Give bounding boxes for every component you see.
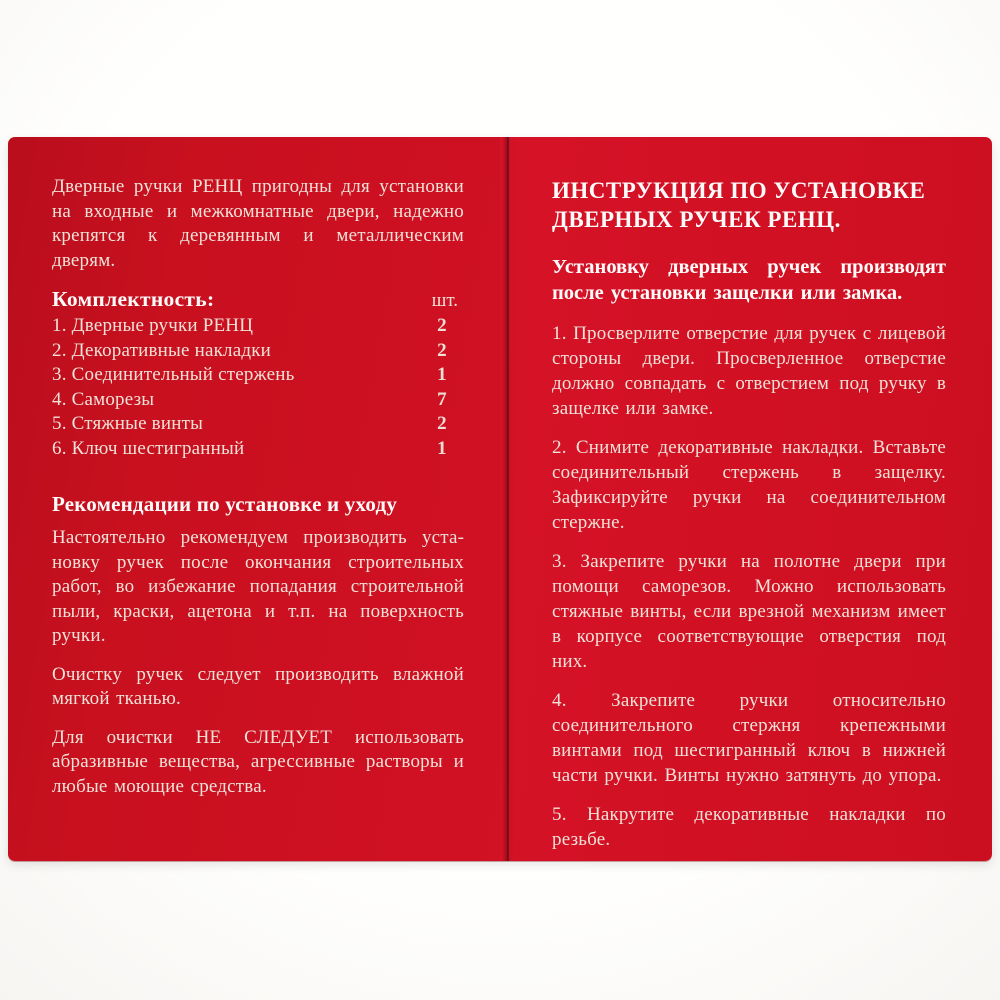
- kit-item-label: 5. Стяжные винты: [52, 413, 204, 434]
- kit-item: [52, 314, 464, 339]
- intro-paragraph: Дверные ручки РЕНЦ пригодны для установки на входные и межкомнатные двери, надежно крепятся к деревянным и металлическим дверям.: [52, 176, 464, 271]
- kit-item: [52, 363, 464, 388]
- kit-item-label: 6. Ключ шестигранный: [52, 437, 245, 459]
- kit-item-qty: 7: [437, 388, 447, 410]
- kit-header: [52, 287, 464, 312]
- kit-item: [52, 388, 464, 413]
- kit-item-label: 2. Декоративные накладки: [52, 339, 272, 361]
- leaflet-page-right: [500, 137, 992, 861]
- instruction-subtitle: Установку дверных ручек производят после установки защелки или замка.: [552, 256, 946, 304]
- instruction-title: ИНСТРУКЦИЯ ПО УСТАНОВКЕ ДВЕРНЫХ РУЧЕК РЕНЦ.: [552, 178, 926, 232]
- kit-item-qty: 2: [437, 413, 447, 434]
- instruction-step: 2. Снимите декоративные накладки. Вставьте соединительный стержень в защелку. Зафиксируйте ручки на соединительном стержне.: [552, 437, 946, 533]
- kit-item-qty: 1: [437, 437, 447, 459]
- kit-item-qty: 2: [437, 339, 447, 361]
- instruction-step: 1. Просверлите отверстие для ручек с лицевой стороны двери. Просверленное отверстие должно совпадать с отверстием под ручку в защелке или замке.: [552, 323, 946, 419]
- care-paragraph: Настоятельно рекомендуем производить установку ручек после окончания строительных работ, во избежание попадания строительной пыли, краски, ацетона и т.п. на поверхность ручки.: [52, 527, 464, 646]
- instruction-leaflet: [8, 137, 992, 861]
- kit-item: [52, 437, 464, 462]
- kit-section: [52, 287, 464, 461]
- instruction-step: 4. Закрепите ручки относительно соединительного стержня крепежными винтами под шестигранный ключ в нижней части ручки. Винты нужно затянуть до упора.: [552, 690, 946, 786]
- kit-heading: Комплектность:: [52, 287, 215, 311]
- care-paragraph: Очистку ручек следует производить влажной мягкой тканью.: [52, 663, 464, 709]
- leaflet-page-left: [8, 137, 500, 861]
- care-paragraph: Для очистки НЕ СЛЕДУЕТ использовать абразивные вещества, агрессивные растворы и любые моющие средства.: [52, 726, 464, 797]
- kit-item: [52, 339, 464, 364]
- kit-item-label: 4. Саморезы: [52, 388, 155, 410]
- kit-item: [52, 412, 464, 437]
- kit-item-label: 1. Дверные ручки РЕНЦ: [52, 315, 254, 336]
- kit-item-qty: 1: [437, 364, 447, 385]
- instruction-step: 5. Накрутите декоративные накладки по резьбе.: [552, 804, 946, 850]
- care-heading: Рекомендации по установке и уходу: [52, 492, 398, 516]
- kit-item-label: 3. Соединительный стержень: [52, 364, 295, 385]
- kit-unit-label: шт.: [431, 290, 458, 311]
- instruction-step: 3. Закрепите ручки на полотне двери при помощи саморезов. Можно использовать стяжные винты, если врезной механизм имеет в корпусе соответствующие отверстия под них.: [552, 551, 946, 672]
- kit-item-qty: 2: [437, 315, 447, 336]
